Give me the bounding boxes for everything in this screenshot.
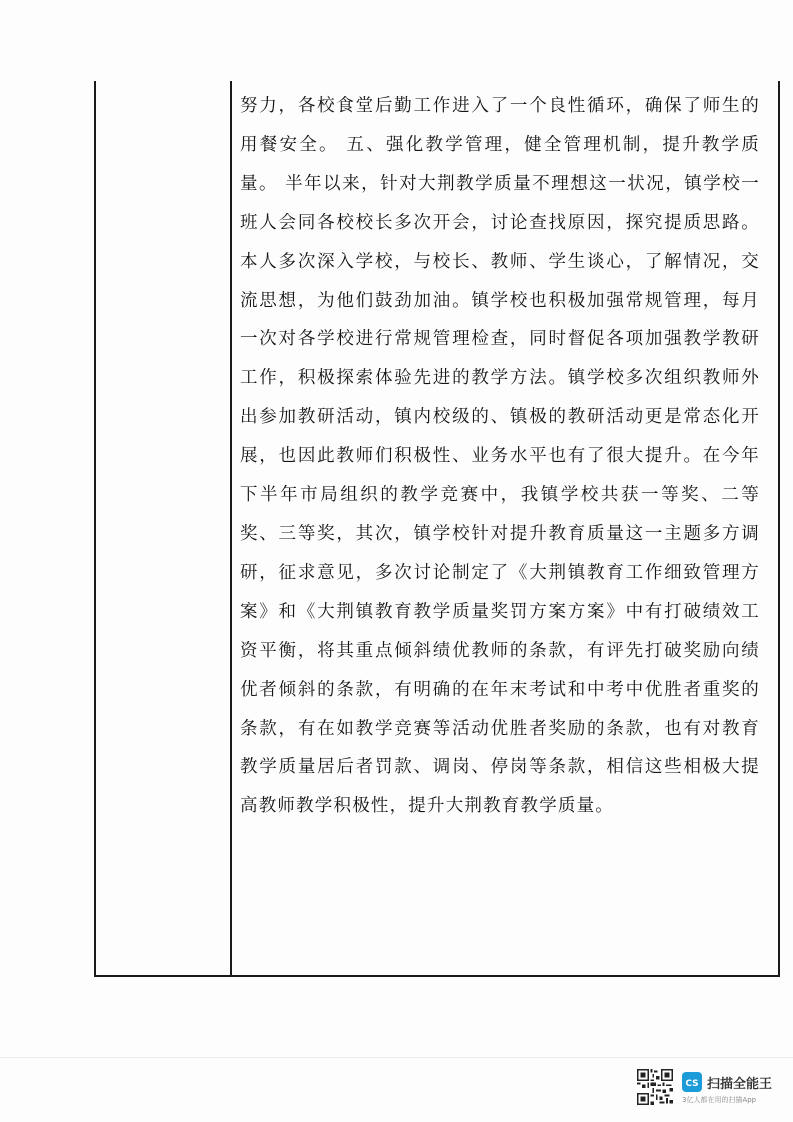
form-table	[94, 81, 780, 977]
body-paragraph: 努力，各校食堂后勤工作进入了一个良性循环，确保了师生的用餐安全。 五、强化教学管理，健全管理机制，提升教学质量。 半年以来，针对大荆教学质量不理想这一状况，镇学校一班人会同各校校长多次开会，讨论查找原因，探究提质思路。本人多次深入学校，与校长、教师、学生谈心，了解情况，交流思想，为他们鼓劲加油。镇学校也积极加强常规管理，每月一次对各学校进行常规管理检查，同时督促各项加强教学教研工作，积极探索体验先进的教学方法。镇学校多次组织教师外出参加教研活动，镇内校级的、镇极的教研活动更是常态化开展，也因此教师们积极性、业务水平也有了很大提升。在今年下半年市局组织的教学竞赛中，我镇学校共获一等奖、二等奖、三等奖，其次，镇学校针对提升教育质量这一主题多方调研，征求意见，多次讨论制定了《大荆镇教育工作细致管理方案》和《大荆镇教育教学质量奖罚方案方案》中有打破绩效工资平衡，将其重点倾斜绩优教师的条款，有评先打破奖励向绩优者倾斜的条款，有明确的在年末考试和中考中优胜者重奖的条款，有在如教学竞赛等活动优胜者奖励的条款，也有对教育教学质量居后者罚款、调岗、停岗等条款，相信这些相极大提高教师教学积极性，提升大荆教育教学质量。	[240, 96, 760, 817]
scanner-watermark	[637, 1069, 777, 1109]
label-cell	[96, 81, 230, 975]
svg-text:CS: CS	[685, 1079, 699, 1089]
qr-code-icon	[637, 1069, 673, 1105]
footer-divider	[0, 1057, 793, 1058]
camscanner-logo-icon	[682, 1072, 702, 1092]
brand-tagline: 3亿人都在用的扫描App	[682, 1096, 757, 1104]
content-cell	[232, 81, 778, 975]
brand-name: 扫描全能王	[707, 1077, 773, 1092]
